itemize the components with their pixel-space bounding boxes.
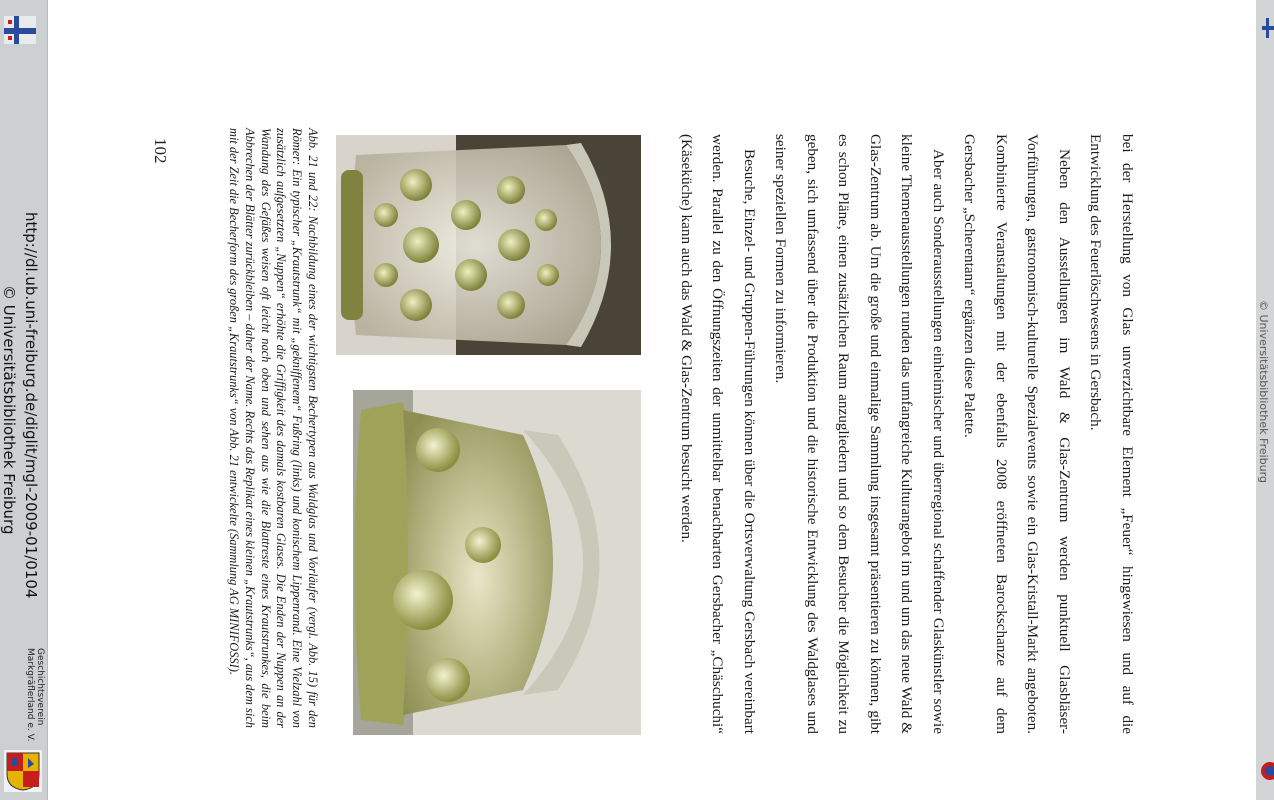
photo-krautstrunk-small: [353, 390, 641, 735]
body-text: [671, 134, 1144, 734]
paragraph-4: Besuche, Einzel- und Gruppen-Führungen können über die Ortsverwaltung Gersbach vereinbart werden. Parallel zu den Öffnungszeiten der unmittelbar benachbarten Gersbacher „Chäschuchi“ (Käseküche) kann auch das Wald & Glas-Zentrum besucht werden.: [678, 134, 758, 734]
flag-icon: [4, 16, 36, 44]
paragraph-3: Aber auch Sonderausstellungen einheimischer und überregional schaffender Glaskünstler sowie kleine Themenausstellungen runden das umfangreiche Kulturangebot im und um das neue Wald & Glas-Zentrum ab. Um die große und einmalige Sammlung insgesamt präsentieren zu können, gibt es schon Pläne, einen zusätzlichen Raum anzugliedern und so dem Besucher die Möglichkeit zu geben, sich umfassend über die Produktion und die historische Entwicklung des Waldglases und seiner speziellen Formen zu informieren.: [772, 134, 947, 734]
photo-krautstrunk-large: [336, 135, 641, 355]
coat-of-arms-icon: [4, 750, 42, 792]
figure-caption: Abb. 21 und 22: Nachbildung eines der wichtigsten Bechertypen aus Waldglas und Vorläufer (vergl. Abb. 15) für den Römer: Ein typischer „Krautstrunk“ mit „gekniffenem“ Fußring (links) und konischem Lippenrand. Eine Vielzahl von zusätzlich aufgesetzten „Nuppen“ erhöhte die Griffigkeit des damals kostbaren Glases. Die Enden der Nuppen an der Wandung des Gefäßes weisen oft leicht nach oben und sehen aus wie die Blattreste eines Krautstrunkes, die beim Abbrechen der Blätter zurückbleiben – daher der Name. Rechts das Replikat eines kleinen „Krautstrunks“, aus dem sich mit der Zeit die Becherform des großen „Krautstrunks“ von Abb. 21 entwickelte (Sammlung AG MINIFOSSI).: [227, 128, 320, 728]
right-flag-icon: [1262, 18, 1274, 38]
logo-text: [25, 648, 45, 741]
right-emblem-icon: [1260, 756, 1274, 786]
header-fragment: © Universitätsbibliothek Freiburg: [1257, 300, 1270, 483]
page-number: 102: [151, 138, 170, 164]
logo-line-1: Geschichtsverein: [35, 648, 45, 726]
paragraph-1: bei der Herstellung von Glas unverzichtbare Element „Feuer“ hingewiesen und auf die Entwicklung des Feuerlöschwesens in Gersbach.: [1087, 134, 1136, 734]
copyright-line: © Universitätsbibliothek Freiburg: [0, 285, 18, 535]
source-url[interactable]: http://dl.ub.uni-freiburg.de/diglit/mgl-2009-01/0104: [22, 212, 40, 599]
paragraph-2: Neben den Ausstellungen im Wald & Glas-Zentrum werden punktuell Glasbläser-Vorführungen, gastronomisch-kulturelle Spezialevents sowie ein Glas-Kristall-Markt angeboten. Kombinierte Veranstaltungen mit der ebenfalls 2008 eröffneten Barockschanze auf dem Gersbacher „Scherentann“ ergänzen diese Palette.: [961, 134, 1073, 734]
logo-line-2: Markgräflerland e. V.: [25, 648, 35, 742]
